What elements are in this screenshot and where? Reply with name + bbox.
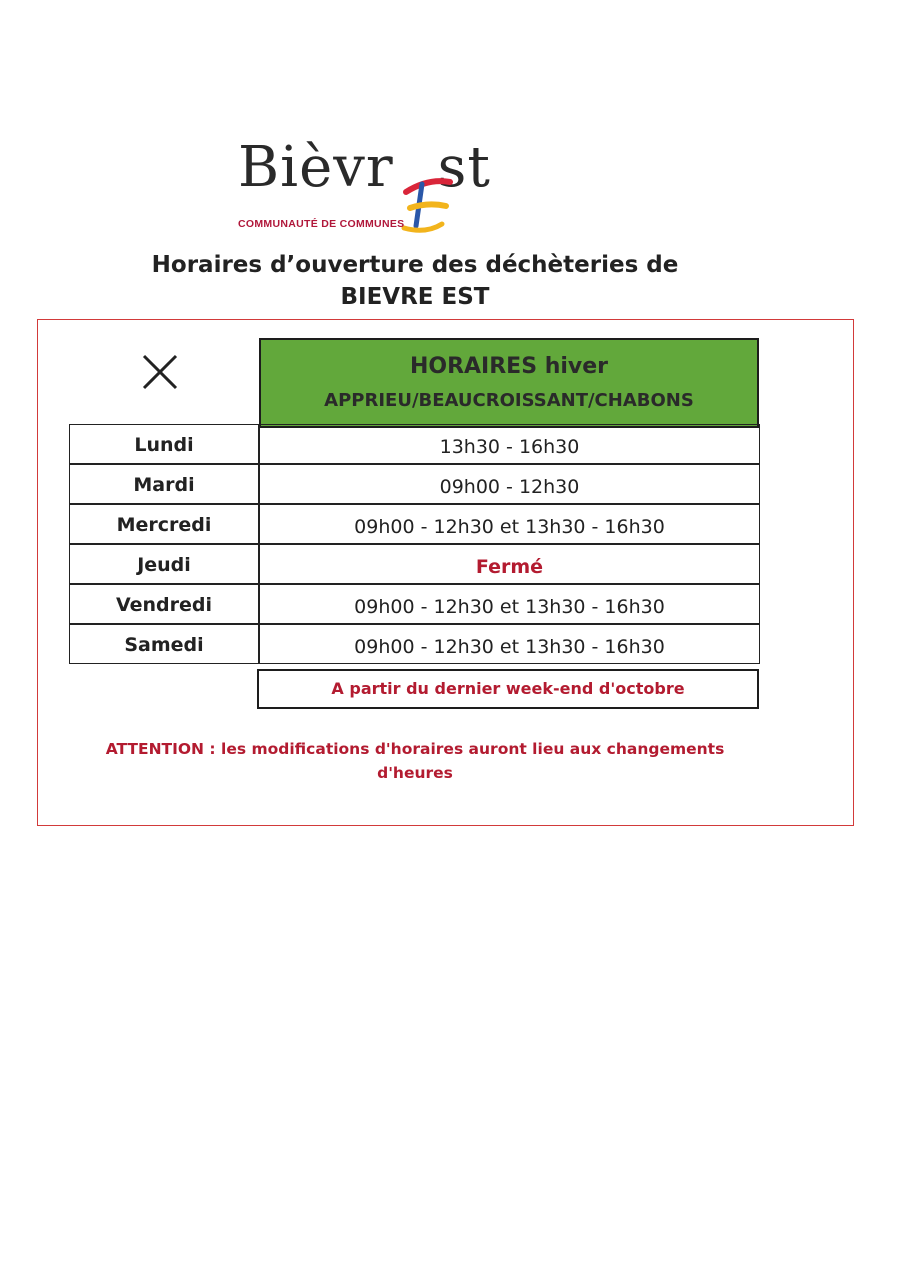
day-cell: Mardi (69, 464, 259, 504)
page-title-line1: Horaires d’ouverture des déchèteries de (151, 252, 679, 278)
day-cell: Lundi (69, 424, 259, 464)
hours-cell: 09h00 - 12h30 et 13h30 - 16h30 (259, 584, 760, 624)
schedule-header (259, 338, 759, 428)
logo-word-start: Bièvr (238, 135, 394, 200)
day-cell: Jeudi (69, 544, 259, 584)
logo-e-mark-icon (398, 170, 468, 240)
header-title: HORAIRES hiver (409, 354, 609, 379)
hours-cell: 09h00 - 12h30 et 13h30 - 16h30 (259, 504, 760, 544)
table-row (69, 584, 760, 624)
hours-cell: 13h30 - 16h30 (259, 424, 760, 464)
day-cell: Mercredi (69, 504, 259, 544)
day-cell: Vendredi (69, 584, 259, 624)
hours-cell: 09h00 - 12h30 (259, 464, 760, 504)
day-cell: Samedi (69, 624, 259, 664)
logo-word-end: st (437, 135, 491, 200)
table-row (69, 504, 760, 544)
season-note: A partir du dernier week-end d'octobre (257, 669, 759, 709)
logo-subtitle: COMMUNAUTÉ DE COMMUNES (238, 218, 405, 230)
table-row (69, 544, 760, 584)
table-row (69, 424, 760, 464)
header-sites: APPRIEU/BEAUCROISSANT/CHABONS (324, 390, 694, 411)
cross-icon (140, 352, 180, 392)
bievre-est-logo (238, 135, 508, 240)
page-title-line2: BIEVRE EST (340, 284, 490, 310)
schedule-table (69, 424, 760, 664)
hours-cell-closed: Fermé (259, 544, 760, 584)
table-row (69, 464, 760, 504)
hours-cell: 09h00 - 12h30 et 13h30 - 16h30 (259, 624, 760, 664)
table-row (69, 624, 760, 664)
attention-note: ATTENTION : les modifications d'horaires auront lieu aux changements d'heures (105, 740, 725, 782)
